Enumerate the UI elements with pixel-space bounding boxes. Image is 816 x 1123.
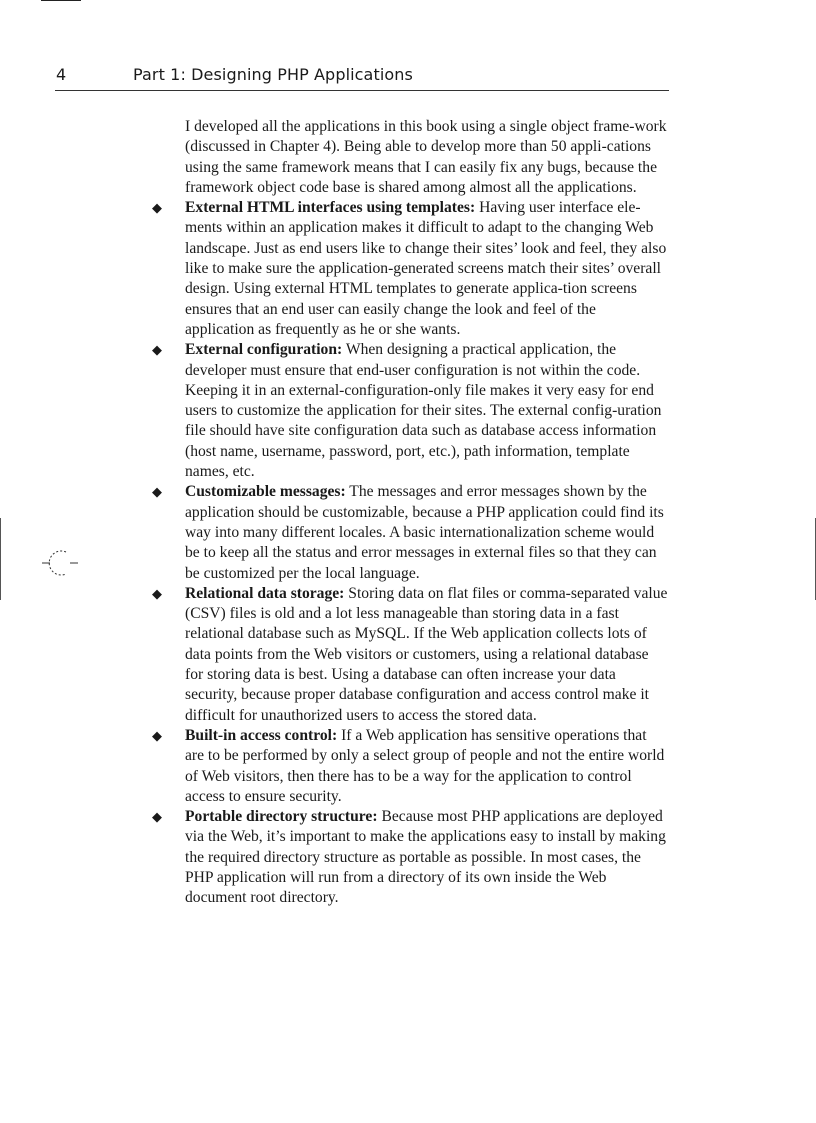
bullet-title: External configuration:: [185, 341, 343, 359]
bullet-title: Built-in access control:: [185, 726, 338, 744]
bullet-item: [152, 726, 669, 807]
crop-mark-top: [41, 0, 81, 1]
bullet-item: [152, 340, 669, 482]
intro-paragraph: I developed all the applications in this book using a single object frame-work (discussed in Chapter 4). Being able to develop more than 50 appli-cations using the same framework means that I can easily fix any bugs, because the framework object code base is shared among almost all the applications.: [185, 118, 667, 196]
crop-mark-left: [0, 518, 1, 600]
diamond-bullet-icon: ◆: [152, 342, 162, 358]
bullet-item: [152, 584, 669, 726]
bullet-text: When designing a practical application, the developer must ensure that end-user configuration is not within the code. Keeping it in an external-configuration-only file makes it very easy for end users to customize the application for their sites. The external config-uration file should have site configuration data such as database access information (host name, username, password, port, etc.), path information, template names, etc.: [185, 341, 662, 481]
page-number: 4: [56, 65, 67, 84]
bullet-title: Relational data storage:: [185, 584, 345, 602]
page-header: [55, 62, 669, 91]
bullet-text: Storing data on flat files or comma-separated value (CSV) files is old and a lot less manageable than storing data in a fast relational database such as MySQL. If the Web application collects lots of data points from the Web visitors or customers, using a relational database for storing data is best. Using a database can often increase your data security, because proper database configuration and access control make it difficult for unauthorized users to access the stored data.: [185, 584, 668, 724]
registration-mark-icon: [36, 548, 82, 578]
bullet-title: Portable directory structure:: [185, 808, 378, 826]
bullet-item: [152, 482, 669, 583]
bullet-title: External HTML interfaces using templates:: [185, 199, 476, 217]
diamond-bullet-icon: ◆: [152, 200, 162, 216]
diamond-bullet-icon: ◆: [152, 484, 162, 500]
running-head: Part 1: Designing PHP Applications: [133, 65, 413, 84]
bullet-item: [152, 198, 669, 340]
bullet-text: Having user interface ele-ments within an application makes it difficult to adapt to the changing Web landscape. Just as end users like to change their sites’ look and feel, they also like to make sure the application-generated screens match their sites’ overall design. Using external HTML templates to generate applica-tion screens ensures that an end user can easily change the look and feel of the application as frequently as he or she wants.: [185, 199, 667, 338]
diamond-bullet-icon: ◆: [152, 809, 162, 825]
diamond-bullet-icon: ◆: [152, 585, 162, 601]
bullet-title: Customizable messages:: [185, 483, 346, 501]
bullet-text: The messages and error messages shown by the application should be customizable, because a PHP application could find its way into many different locales. A basic internationalization scheme would be to keep all the status and error messages in external files so that they can be customized per the local language.: [185, 483, 664, 582]
bullet-text: Because most PHP applications are deployed via the Web, it’s important to make the applications easy to install by making the required directory structure as portable as possible. In most cases, the PHP application will run from a directory of its own inside the Web document root directory.: [185, 808, 666, 907]
diamond-bullet-icon: ◆: [152, 727, 162, 743]
bullet-item: [152, 807, 669, 908]
body-text: [152, 117, 669, 909]
bullet-text: If a Web application has sensitive operations that are to be performed by only a select group of people and not the entire world of Web visitors, then there has to be a way for the application to control access to ensure security.: [185, 726, 665, 805]
